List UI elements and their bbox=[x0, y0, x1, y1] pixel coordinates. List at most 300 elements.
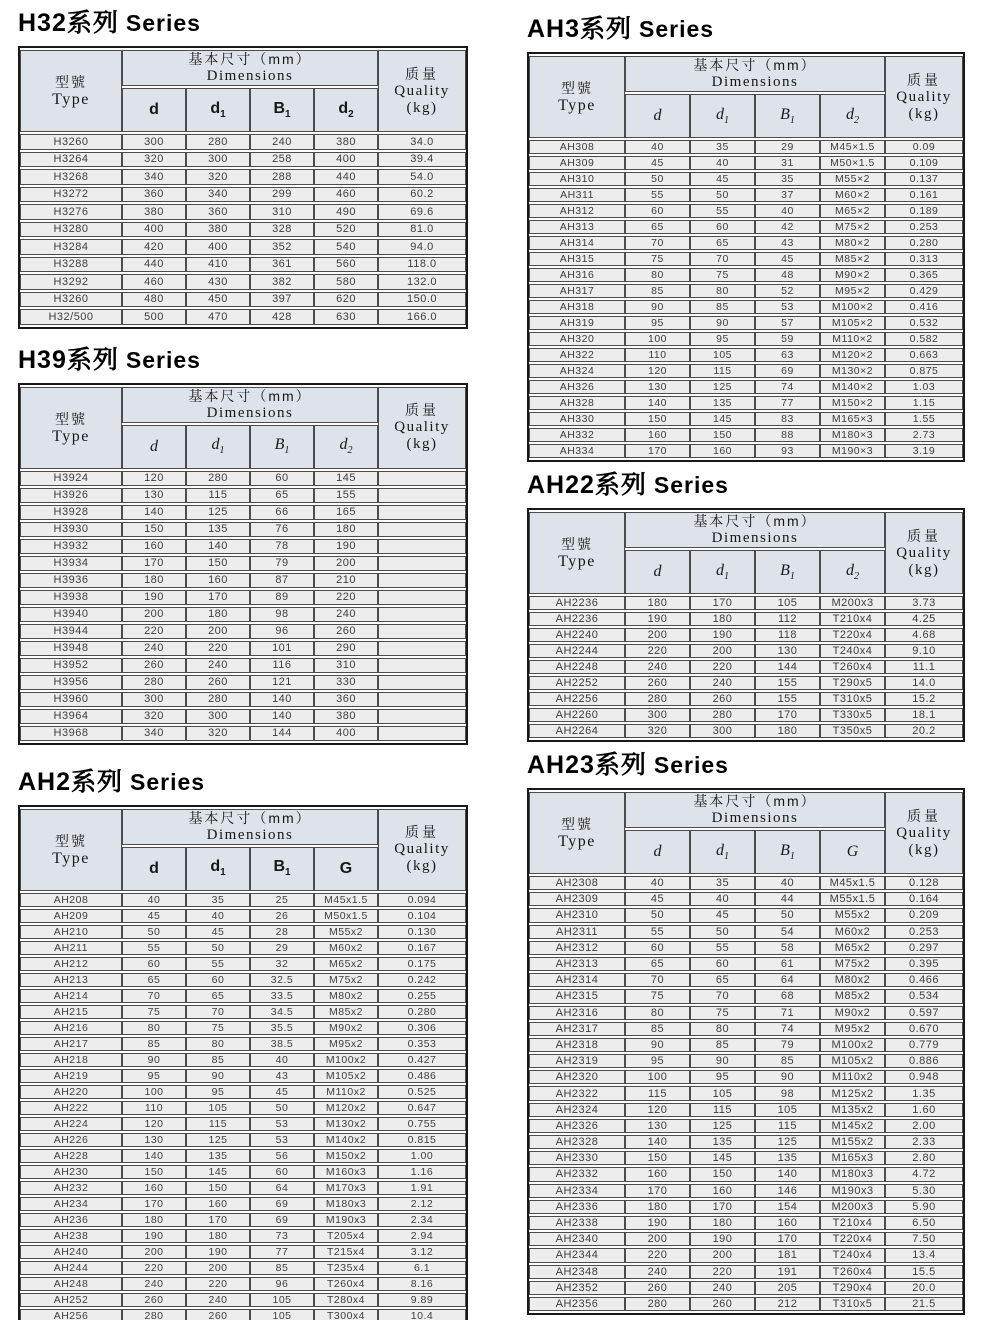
value-cell bbox=[378, 709, 466, 724]
type-cell: AH219 bbox=[20, 1069, 122, 1083]
value-cell: 85 bbox=[690, 1038, 755, 1052]
type-cell: H3938 bbox=[20, 590, 122, 605]
value-cell: 53 bbox=[250, 1117, 314, 1131]
value-cell: 470 bbox=[186, 309, 250, 325]
value-cell: 115 bbox=[186, 488, 250, 503]
value-cell: 240 bbox=[186, 658, 250, 673]
type-cell: H3936 bbox=[20, 573, 122, 588]
spec-table bbox=[20, 385, 466, 743]
table-header bbox=[529, 792, 963, 874]
value-cell: 140 bbox=[122, 505, 186, 520]
dim-column-header: d bbox=[122, 88, 186, 132]
spec-table-frame bbox=[527, 52, 965, 462]
value-cell: 50 bbox=[690, 925, 755, 939]
table-row bbox=[20, 309, 466, 325]
type-cell: H3948 bbox=[20, 641, 122, 656]
value-cell: 220 bbox=[186, 1277, 250, 1291]
value-cell: 145 bbox=[690, 412, 755, 426]
value-cell: 85 bbox=[625, 284, 690, 298]
series-title-cn: AH22系列 bbox=[527, 471, 647, 499]
table-row bbox=[20, 471, 466, 486]
value-cell: 8.16 bbox=[378, 1277, 466, 1291]
value-cell: 0.280 bbox=[378, 1005, 466, 1019]
value-cell bbox=[378, 590, 466, 605]
value-cell: 290 bbox=[314, 641, 378, 656]
type-cell: H3940 bbox=[20, 607, 122, 622]
value-cell: M45×1.5 bbox=[820, 140, 885, 154]
type-cell: AH212 bbox=[20, 957, 122, 971]
value-cell: 40 bbox=[755, 876, 820, 890]
value-cell: M130x2 bbox=[314, 1117, 378, 1131]
value-cell: M90×2 bbox=[820, 268, 885, 282]
table-row bbox=[20, 204, 466, 220]
type-cell: AH2319 bbox=[529, 1054, 625, 1068]
type-cell: H3964 bbox=[20, 709, 122, 724]
value-cell: 1.00 bbox=[378, 1149, 466, 1163]
series-title-en: Series bbox=[125, 346, 201, 373]
type-cell: AH2332 bbox=[529, 1167, 625, 1181]
type-cell: AH240 bbox=[20, 1245, 122, 1259]
table-row bbox=[529, 364, 963, 378]
value-cell: 120 bbox=[625, 364, 690, 378]
value-cell: M165x3 bbox=[820, 1151, 885, 1165]
value-cell: 85 bbox=[690, 300, 755, 314]
value-cell: 65 bbox=[250, 488, 314, 503]
quality-label-en: Quality bbox=[896, 88, 952, 105]
value-cell: 260 bbox=[122, 658, 186, 673]
value-cell: 150.0 bbox=[378, 292, 466, 308]
column-header-type bbox=[20, 809, 122, 891]
value-cell: 240 bbox=[122, 641, 186, 656]
value-cell: 78 bbox=[250, 539, 314, 554]
type-cell: AH208 bbox=[20, 893, 122, 907]
value-cell: 75 bbox=[625, 252, 690, 266]
value-cell: 150 bbox=[186, 556, 250, 571]
table-row bbox=[529, 876, 963, 890]
type-cell: AH2338 bbox=[529, 1216, 625, 1230]
value-cell: 0.534 bbox=[885, 989, 963, 1003]
type-cell: AH215 bbox=[20, 1005, 122, 1019]
value-cell: 45 bbox=[625, 892, 690, 906]
table-row bbox=[20, 152, 466, 168]
value-cell: 28 bbox=[250, 925, 314, 939]
value-cell: 95 bbox=[690, 332, 755, 346]
value-cell: 170 bbox=[122, 556, 186, 571]
value-cell: 352 bbox=[250, 239, 314, 255]
type-cell: AH2326 bbox=[529, 1119, 625, 1133]
value-cell: 146 bbox=[755, 1184, 820, 1198]
type-cell: AH311 bbox=[529, 188, 625, 202]
value-cell: 135 bbox=[690, 1135, 755, 1149]
type-cell: AH244 bbox=[20, 1261, 122, 1275]
value-cell: 105 bbox=[755, 1103, 820, 1117]
table-row bbox=[20, 505, 466, 520]
value-cell: 420 bbox=[122, 239, 186, 255]
type-cell: AH211 bbox=[20, 941, 122, 955]
value-cell: 32 bbox=[250, 957, 314, 971]
header-row-group bbox=[20, 809, 466, 845]
value-cell: 25 bbox=[250, 893, 314, 907]
value-cell: 43 bbox=[250, 1069, 314, 1083]
value-cell: 29 bbox=[250, 941, 314, 955]
value-cell: 144 bbox=[250, 726, 314, 741]
value-cell: M160x3 bbox=[314, 1165, 378, 1179]
value-cell: 94.0 bbox=[378, 239, 466, 255]
series-title-cn: AH2系列 bbox=[18, 767, 124, 796]
table-row bbox=[529, 156, 963, 170]
value-cell: 0.253 bbox=[885, 925, 963, 939]
table-row bbox=[20, 1277, 466, 1291]
value-cell: 260 bbox=[314, 624, 378, 639]
value-cell: 200 bbox=[690, 1248, 755, 1262]
table-row bbox=[529, 268, 963, 282]
value-cell: 121 bbox=[250, 675, 314, 690]
value-cell: 60.2 bbox=[378, 187, 466, 203]
value-cell: 65 bbox=[625, 220, 690, 234]
value-cell: 110 bbox=[625, 348, 690, 362]
table-row bbox=[529, 908, 963, 922]
value-cell: 0.137 bbox=[885, 172, 963, 186]
table-row bbox=[529, 1200, 963, 1214]
type-cell: AH315 bbox=[529, 252, 625, 266]
value-cell: 240 bbox=[122, 1277, 186, 1291]
value-cell: 361 bbox=[250, 257, 314, 273]
type-cell: AH2340 bbox=[529, 1232, 625, 1246]
value-cell: 150 bbox=[122, 1165, 186, 1179]
table-row bbox=[529, 596, 963, 610]
dim-column-header: $d_1$ bbox=[186, 847, 250, 891]
value-cell: T240x4 bbox=[820, 1248, 885, 1262]
value-cell: 115 bbox=[755, 1119, 820, 1133]
value-cell: 0.815 bbox=[378, 1133, 466, 1147]
value-cell: M120x2 bbox=[314, 1101, 378, 1115]
table-row bbox=[529, 644, 963, 658]
value-cell: 140 bbox=[122, 1149, 186, 1163]
value-cell: 1.15 bbox=[885, 396, 963, 410]
value-cell: 40 bbox=[122, 893, 186, 907]
value-cell: 9.89 bbox=[378, 1293, 466, 1307]
dim-column-header: $d_2$ bbox=[314, 88, 378, 132]
value-cell: 320 bbox=[186, 169, 250, 185]
type-cell: AH2260 bbox=[529, 708, 625, 722]
type-cell: AH232 bbox=[20, 1181, 122, 1195]
value-cell: 55 bbox=[186, 957, 250, 971]
dimensions-label-cn: 基本尺寸（mm） bbox=[188, 51, 312, 67]
value-cell: 400 bbox=[314, 152, 378, 168]
type-cell: AH2308 bbox=[529, 876, 625, 890]
value-cell: 170 bbox=[122, 1197, 186, 1211]
value-cell: 100 bbox=[625, 1070, 690, 1084]
table-row bbox=[529, 957, 963, 971]
value-cell: 0.647 bbox=[378, 1101, 466, 1115]
value-cell: 0.242 bbox=[378, 973, 466, 987]
dimensions-label-cn: 基本尺寸（mm） bbox=[693, 793, 817, 809]
table-row bbox=[529, 1038, 963, 1052]
table-row bbox=[529, 1103, 963, 1117]
value-cell: 155 bbox=[755, 676, 820, 690]
value-cell: 200 bbox=[690, 644, 755, 658]
value-cell: 310 bbox=[250, 204, 314, 220]
value-cell: 190 bbox=[625, 612, 690, 626]
table-row bbox=[529, 941, 963, 955]
table-row bbox=[20, 925, 466, 939]
table-row bbox=[20, 1133, 466, 1147]
table-row bbox=[20, 292, 466, 308]
spec-table-frame bbox=[18, 46, 468, 329]
dimensions-label-cn: 基本尺寸（mm） bbox=[188, 809, 312, 826]
value-cell bbox=[378, 522, 466, 537]
value-cell: 382 bbox=[250, 274, 314, 290]
value-cell: 380 bbox=[122, 204, 186, 220]
table-row bbox=[529, 1135, 963, 1149]
value-cell: 60 bbox=[625, 204, 690, 218]
value-cell: 170 bbox=[755, 1232, 820, 1246]
table-row bbox=[20, 274, 466, 290]
value-cell: 45 bbox=[122, 909, 186, 923]
table-row bbox=[20, 169, 466, 185]
type-cell: AH2252 bbox=[529, 676, 625, 690]
value-cell: 300 bbox=[625, 708, 690, 722]
value-cell: 85 bbox=[250, 1261, 314, 1275]
value-cell: 220 bbox=[122, 624, 186, 639]
value-cell: 57 bbox=[755, 316, 820, 330]
value-cell: 299 bbox=[250, 187, 314, 203]
dim-column-header: $d_1$ bbox=[690, 830, 755, 874]
table-row bbox=[20, 1293, 466, 1307]
type-cell: H3932 bbox=[20, 539, 122, 554]
value-cell: 50 bbox=[625, 908, 690, 922]
value-cell: T210x4 bbox=[820, 1216, 885, 1230]
value-cell: 55 bbox=[122, 941, 186, 955]
value-cell: M85x2 bbox=[820, 989, 885, 1003]
value-cell: 140 bbox=[625, 396, 690, 410]
value-cell: 70 bbox=[625, 236, 690, 250]
value-cell: 50 bbox=[755, 908, 820, 922]
table-row bbox=[529, 1119, 963, 1133]
value-cell: M190x3 bbox=[314, 1213, 378, 1227]
table-row bbox=[20, 1261, 466, 1275]
value-cell: 101 bbox=[250, 641, 314, 656]
type-label-en: Type bbox=[558, 553, 596, 570]
value-cell: 50 bbox=[690, 188, 755, 202]
value-cell: 96 bbox=[250, 1277, 314, 1291]
column-header-dimensions bbox=[625, 512, 885, 548]
quality-label-en: Quality bbox=[896, 544, 952, 561]
value-cell: 120 bbox=[122, 471, 186, 486]
value-cell: T280x4 bbox=[314, 1293, 378, 1307]
value-cell: 55 bbox=[625, 925, 690, 939]
value-cell: 190 bbox=[690, 1232, 755, 1246]
value-cell: 135 bbox=[690, 396, 755, 410]
value-cell: 50 bbox=[122, 925, 186, 939]
value-cell: 100 bbox=[625, 332, 690, 346]
spec-table-frame bbox=[527, 508, 965, 742]
value-cell: 40 bbox=[755, 204, 820, 218]
dimensions-label-en: Dimensions bbox=[711, 530, 799, 546]
series-title bbox=[18, 769, 468, 796]
dimensions-label-en: Dimensions bbox=[711, 810, 799, 826]
value-cell: 135 bbox=[186, 1149, 250, 1163]
type-cell: AH2324 bbox=[529, 1103, 625, 1117]
value-cell: 480 bbox=[122, 292, 186, 308]
value-cell: 240 bbox=[625, 1265, 690, 1279]
value-cell: 93 bbox=[755, 444, 820, 458]
value-cell: 540 bbox=[314, 239, 378, 255]
value-cell: 170 bbox=[755, 708, 820, 722]
type-cell: AH222 bbox=[20, 1101, 122, 1115]
value-cell: 105 bbox=[250, 1309, 314, 1320]
dim-column-header: d bbox=[122, 425, 186, 469]
value-cell: 240 bbox=[186, 1293, 250, 1307]
value-cell: 460 bbox=[122, 274, 186, 290]
value-cell: 115 bbox=[690, 1103, 755, 1117]
type-cell: AH2320 bbox=[529, 1070, 625, 1084]
value-cell: 2.34 bbox=[378, 1213, 466, 1227]
value-cell: 330 bbox=[314, 675, 378, 690]
value-cell: 125 bbox=[186, 1133, 250, 1147]
value-cell: 0.755 bbox=[378, 1117, 466, 1131]
value-cell: 105 bbox=[690, 348, 755, 362]
value-cell: 75 bbox=[690, 268, 755, 282]
type-cell: H3926 bbox=[20, 488, 122, 503]
value-cell: M55x1.5 bbox=[820, 892, 885, 906]
value-cell: M100x2 bbox=[314, 1053, 378, 1067]
value-cell: T205x4 bbox=[314, 1229, 378, 1243]
value-cell: 15.5 bbox=[885, 1265, 963, 1279]
value-cell: 55 bbox=[690, 204, 755, 218]
value-cell: 29 bbox=[755, 140, 820, 154]
value-cell: 144 bbox=[755, 660, 820, 674]
header-row-group bbox=[20, 387, 466, 423]
value-cell: 81.0 bbox=[378, 222, 466, 238]
table-row bbox=[20, 941, 466, 955]
value-cell: 90 bbox=[186, 1069, 250, 1083]
value-cell: 0.094 bbox=[378, 893, 466, 907]
value-cell: 190 bbox=[122, 590, 186, 605]
type-cell: AH230 bbox=[20, 1165, 122, 1179]
value-cell: 33.5 bbox=[250, 989, 314, 1003]
value-cell: 75 bbox=[122, 1005, 186, 1019]
dimensions-label-en: Dimensions bbox=[711, 74, 799, 90]
value-cell: M140×2 bbox=[820, 380, 885, 394]
spec-table-frame bbox=[18, 383, 468, 745]
series-title bbox=[527, 472, 965, 499]
value-cell: T210x4 bbox=[820, 612, 885, 626]
table-row bbox=[529, 1297, 963, 1311]
type-cell: AH313 bbox=[529, 220, 625, 234]
table-header bbox=[20, 387, 466, 469]
value-cell: 96 bbox=[250, 624, 314, 639]
table-row bbox=[20, 675, 466, 690]
table-row bbox=[529, 332, 963, 346]
value-cell: 240 bbox=[690, 676, 755, 690]
value-cell: 145 bbox=[186, 1165, 250, 1179]
type-cell: AH314 bbox=[529, 236, 625, 250]
column-header-quality bbox=[885, 512, 963, 594]
type-cell: AH328 bbox=[529, 396, 625, 410]
quality-unit-label: (kg) bbox=[908, 105, 940, 122]
type-cell: AH2330 bbox=[529, 1151, 625, 1165]
value-cell: 0.486 bbox=[378, 1069, 466, 1083]
value-cell: 160 bbox=[755, 1216, 820, 1230]
type-cell: H32/500 bbox=[20, 309, 122, 325]
value-cell: 380 bbox=[314, 134, 378, 150]
table-row bbox=[529, 1281, 963, 1295]
value-cell: T260x4 bbox=[820, 1265, 885, 1279]
value-cell: 170 bbox=[186, 590, 250, 605]
value-cell: 1.55 bbox=[885, 412, 963, 426]
type-label-en: Type bbox=[52, 427, 90, 445]
header-row-group bbox=[529, 792, 963, 828]
column-header-type bbox=[20, 387, 122, 469]
series-title-en: Series bbox=[653, 472, 729, 498]
value-cell: 200 bbox=[186, 1261, 250, 1275]
value-cell: M55x2 bbox=[314, 925, 378, 939]
value-cell: 100 bbox=[122, 1085, 186, 1099]
value-cell: 4.68 bbox=[885, 628, 963, 642]
value-cell: T240x4 bbox=[820, 644, 885, 658]
value-cell: 190 bbox=[186, 1245, 250, 1259]
value-cell: M60×2 bbox=[820, 188, 885, 202]
value-cell bbox=[378, 658, 466, 673]
value-cell: T260x4 bbox=[314, 1277, 378, 1291]
value-cell: 135 bbox=[755, 1151, 820, 1165]
value-cell: 190 bbox=[690, 628, 755, 642]
value-cell: 65 bbox=[122, 973, 186, 987]
value-cell: 3.73 bbox=[885, 596, 963, 610]
value-cell: 40 bbox=[625, 876, 690, 890]
value-cell: 2.00 bbox=[885, 1119, 963, 1133]
value-cell: M55x2 bbox=[820, 908, 885, 922]
value-cell: 380 bbox=[314, 709, 378, 724]
table-row bbox=[20, 1085, 466, 1099]
value-cell: 58 bbox=[755, 941, 820, 955]
series-title-cn: AH3系列 bbox=[527, 15, 633, 43]
dim-column-header: d bbox=[625, 550, 690, 594]
table-header bbox=[529, 512, 963, 594]
value-cell: 428 bbox=[250, 309, 314, 325]
value-cell: M145x2 bbox=[820, 1119, 885, 1133]
value-cell: 130 bbox=[625, 380, 690, 394]
value-cell: 0.164 bbox=[885, 892, 963, 906]
value-cell: T300x4 bbox=[314, 1309, 378, 1320]
value-cell: T290x5 bbox=[820, 676, 885, 690]
value-cell: 70 bbox=[690, 989, 755, 1003]
column-header-type bbox=[20, 50, 122, 132]
value-cell: 170 bbox=[625, 1184, 690, 1198]
type-cell: AH2356 bbox=[529, 1297, 625, 1311]
type-cell: H3268 bbox=[20, 169, 122, 185]
table-row bbox=[529, 1232, 963, 1246]
type-cell: AH2315 bbox=[529, 989, 625, 1003]
dimensions-label-cn: 基本尺寸（mm） bbox=[693, 57, 817, 73]
value-cell: 2.33 bbox=[885, 1135, 963, 1149]
type-cell: AH213 bbox=[20, 973, 122, 987]
type-cell: H3264 bbox=[20, 152, 122, 168]
dim-column-header: $B_1$ bbox=[755, 830, 820, 874]
table-row bbox=[529, 973, 963, 987]
value-cell: M45x1.5 bbox=[314, 893, 378, 907]
value-cell: 170 bbox=[625, 444, 690, 458]
type-cell: H3952 bbox=[20, 658, 122, 673]
value-cell: 0.532 bbox=[885, 316, 963, 330]
value-cell: 0.582 bbox=[885, 332, 963, 346]
value-cell: 0.416 bbox=[885, 300, 963, 314]
type-cell: AH332 bbox=[529, 428, 625, 442]
value-cell: 125 bbox=[690, 1119, 755, 1133]
value-cell: M170x3 bbox=[314, 1181, 378, 1195]
value-cell: 0.104 bbox=[378, 909, 466, 923]
